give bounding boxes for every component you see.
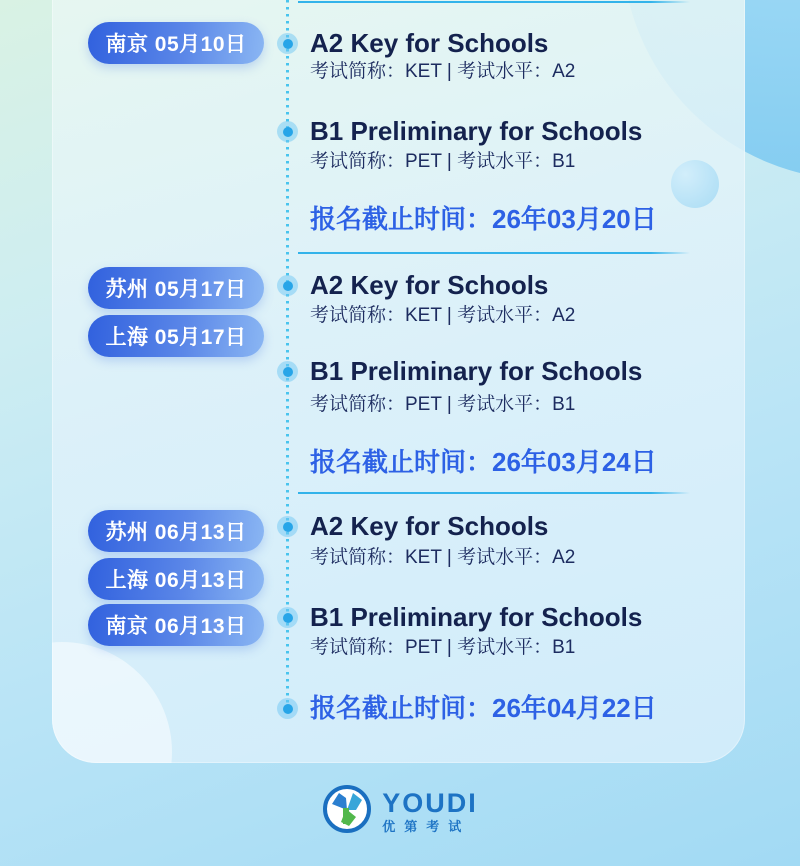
exam-detail: 考试简称：KET | 考试水平：A2: [310, 547, 576, 568]
registration-deadline: 报名截止时间：26年03月24日: [310, 447, 657, 477]
city-date-badge: 南京 05月10日: [88, 22, 264, 64]
timeline-line: [286, 0, 289, 710]
exam-title: A2 Key for Schools: [310, 511, 549, 541]
timeline-dot: [277, 516, 298, 537]
city-date-badge: 苏州 06月13日: [88, 510, 264, 552]
exam-title: B1 Preliminary for Schools: [310, 116, 643, 146]
exam-detail: 考试简称：KET | 考试水平：A2: [310, 305, 576, 326]
exam-detail: 考试简称：KET | 考试水平：A2: [310, 61, 576, 82]
section-divider: [298, 1, 690, 3]
brand-subtitle: 优第考试: [382, 818, 471, 834]
brand-name: YOUDI: [382, 787, 478, 818]
city-date-badge: 苏州 05月17日: [88, 267, 264, 309]
city-date-badge: 南京 06月13日: [88, 604, 264, 646]
exam-detail: 考试简称：PET | 考试水平：B1: [310, 151, 576, 172]
brand-logo: [322, 784, 478, 839]
decor-circle-bottom-left: [52, 642, 172, 763]
exam-detail: 考试简称：PET | 考试水平：B1: [310, 637, 576, 658]
registration-deadline: 报名截止时间：26年03月20日: [310, 204, 657, 234]
exam-title: B1 Preliminary for Schools: [310, 602, 643, 632]
exam-title: B1 Preliminary for Schools: [310, 356, 643, 386]
section-divider: [298, 492, 690, 494]
timeline-dot: [277, 607, 298, 628]
timeline-dot: [277, 121, 298, 142]
decor-circle-small: [671, 160, 719, 208]
brand-logo-icon: [322, 784, 372, 839]
section-divider: [298, 252, 690, 254]
brand-text: [382, 789, 478, 835]
timeline-dot: [277, 275, 298, 296]
exam-detail: 考试简称：PET | 考试水平：B1: [310, 394, 576, 415]
timeline-dot: [277, 33, 298, 54]
timeline-dot: [277, 698, 298, 719]
registration-deadline: 报名截止时间：26年04月22日: [310, 693, 657, 723]
city-date-badge: 上海 05月17日: [88, 315, 264, 357]
exam-title: A2 Key for Schools: [310, 270, 549, 300]
footer: [0, 784, 800, 839]
exam-title: A2 Key for Schools: [310, 28, 549, 58]
city-date-badge: 上海 06月13日: [88, 558, 264, 600]
timeline-dot: [277, 361, 298, 382]
